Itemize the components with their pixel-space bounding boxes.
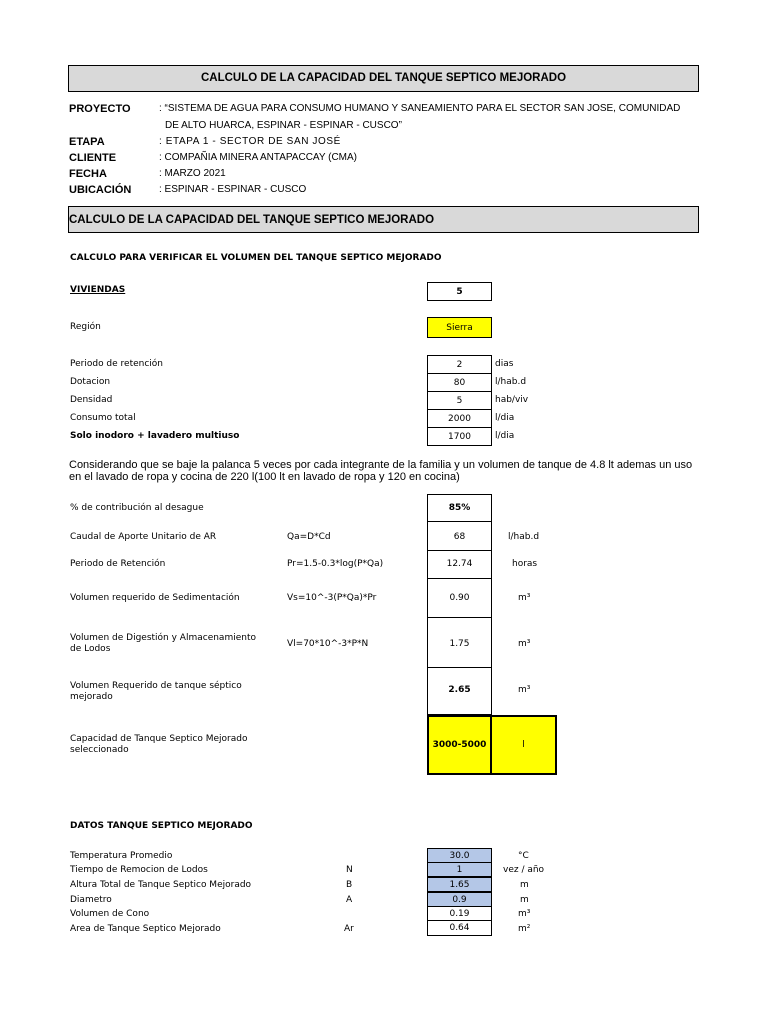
calc-value: 1.75 — [449, 639, 470, 649]
datos-label: Area de Tanque Septico Mejorado — [70, 924, 221, 934]
datos-label: Tiempo de Remocion de Lodos — [70, 865, 208, 875]
calc-unit: m³ — [518, 593, 531, 603]
calc-label: Volumen Requerido de tanque séptico — [70, 681, 242, 691]
calc-label-cont: mejorado — [70, 692, 113, 702]
datos-unit: °C — [518, 851, 529, 861]
viviendas-value: 5 — [427, 282, 492, 301]
datos-unit: m — [520, 880, 529, 890]
calc-label: Volumen de Digestión y Almacenamiento — [70, 633, 256, 643]
calc-divider — [427, 578, 492, 579]
proyecto-value: : “SISTEMA DE AGUA PARA CONSUMO HUMANO Y SANEAMIENTO PARA EL SECTOR SAN JOSE, COMUNIDAD — [159, 103, 681, 114]
calc-formula: Qa=D*Cd — [287, 532, 331, 542]
section-title: CALCULO DE LA CAPACIDAD DEL TANQUE SEPTICO MEJORADO — [69, 214, 435, 226]
calc-label: Periodo de Retención — [70, 559, 166, 569]
datos-symbol: Ar — [344, 924, 354, 934]
capacity-label-cont: seleccionado — [70, 745, 129, 755]
cliente-value: : COMPAÑIA MINERA ANTAPACCAY (CMA) — [159, 152, 357, 163]
calc-label: Caudal de Aporte Unitario de AR — [70, 532, 217, 542]
datos-value: 0.19 — [427, 906, 492, 921]
calc-divider — [427, 617, 492, 618]
param-value: 2000 — [427, 409, 492, 428]
param-value: 1700 — [427, 427, 492, 446]
calc-formula: Pr=1.5-0.3*log(P*Qa) — [287, 559, 384, 569]
calc-label: Volumen requerido de Sedimentación — [70, 593, 240, 603]
calc-unit: m³ — [518, 639, 531, 649]
title-box — [68, 65, 699, 92]
param-value: 80 — [427, 373, 492, 392]
calc-value: 2.65 — [448, 685, 471, 695]
calc-formula: Vl=70*10^-3*P*N — [287, 639, 369, 649]
param-label: Densidad — [70, 395, 113, 405]
ubicacion-value: : ESPINAR - ESPINAR - CUSCO — [159, 184, 307, 195]
proyecto-value-cont: DE ALTO HUARCA, ESPINAR - ESPINAR - CUSCO” — [165, 120, 402, 131]
calc-formula: Vs=10^-3(P*Qa)*Pr — [287, 593, 377, 603]
cliente-label: CLIENTE — [69, 152, 117, 164]
param-unit: l/dia — [495, 413, 515, 423]
datos-value: 0.9 — [427, 892, 492, 907]
datos-label: Volumen de Cono — [70, 909, 150, 919]
datos-value: 1.65 — [427, 877, 492, 892]
calc-divider — [427, 550, 492, 551]
calc-value: 12.74 — [446, 559, 473, 569]
note-paragraph: Considerando que se baje la palanca 5 veces por cada integrante de la familia y un volumen de tanque de 4.8 lt ademas un uso en el lavado de ropa y cocina de 220 l(100 lt en lavado de ropa y 120 en cocina) — [69, 459, 693, 483]
param-label: Dotacion — [70, 377, 111, 387]
calc-unit: horas — [512, 559, 538, 569]
ubicacion-label: UBICACIÓN — [69, 184, 132, 196]
datos-symbol: N — [346, 865, 353, 875]
calc-label-cont: de Lodos — [70, 644, 111, 654]
calc-value: 68 — [453, 532, 466, 542]
param-unit: hab/viv — [495, 395, 529, 405]
section-title-box — [68, 206, 699, 233]
page-title: CALCULO DE LA CAPACIDAD DEL TANQUE SEPTICO MEJORADO — [200, 72, 567, 84]
contrib-value: 85% — [427, 494, 492, 522]
fecha-label: FECHA — [69, 168, 107, 180]
datos-title: DATOS TANQUE SEPTICO MEJORADO — [70, 821, 253, 831]
datos-label: Diametro — [70, 895, 112, 905]
verify-title: CALCULO PARA VERIFICAR EL VOLUMEN DEL TANQUE SEPTICO MEJORADO — [70, 253, 442, 263]
datos-unit: m² — [518, 924, 531, 934]
datos-value: 0.64 — [427, 920, 492, 936]
param-unit: l/dia — [495, 431, 515, 441]
datos-value: 30.0 — [427, 848, 492, 863]
capacity-value: 3000-5000 — [427, 715, 492, 775]
calc-unit: m³ — [518, 685, 531, 695]
contrib-label: % de contribución al desague — [70, 503, 204, 513]
calc-divider — [427, 667, 492, 668]
param-value: 5 — [427, 391, 492, 410]
param-unit: l/hab.d — [495, 377, 527, 387]
datos-label: Temperatura Promedio — [70, 851, 173, 861]
capacity-unit: l — [491, 715, 557, 775]
fecha-value: : MARZO 2021 — [159, 168, 226, 179]
datos-unit: vez / año — [503, 865, 545, 875]
datos-symbol: A — [346, 895, 353, 905]
datos-symbol: B — [346, 880, 353, 890]
etapa-value: : ETAPA 1 - SECTOR DE SAN JOSÉ — [159, 136, 341, 147]
datos-unit: m — [520, 895, 529, 905]
datos-label: Altura Total de Tanque Septico Mejorado — [70, 880, 252, 890]
param-label: Periodo de retención — [70, 359, 164, 369]
region-label: Región — [70, 322, 101, 332]
datos-value: 1 — [427, 862, 492, 877]
datos-unit: m³ — [518, 909, 531, 919]
calc-unit: l/hab.d — [508, 532, 540, 542]
viviendas-label: VIVIENDAS — [70, 285, 126, 295]
region-value: Sierra — [427, 317, 492, 338]
param-label: Consumo total — [70, 413, 136, 423]
param-label: Solo inodoro + lavadero multiuso — [70, 431, 240, 441]
calc-value: 0.90 — [449, 593, 470, 603]
etapa-label: ETAPA — [69, 136, 105, 148]
param-value: 2 — [427, 355, 492, 374]
proyecto-label: PROYECTO — [69, 103, 131, 115]
param-unit: dias — [495, 359, 514, 369]
capacity-label: Capacidad de Tanque Septico Mejorado — [70, 734, 248, 744]
